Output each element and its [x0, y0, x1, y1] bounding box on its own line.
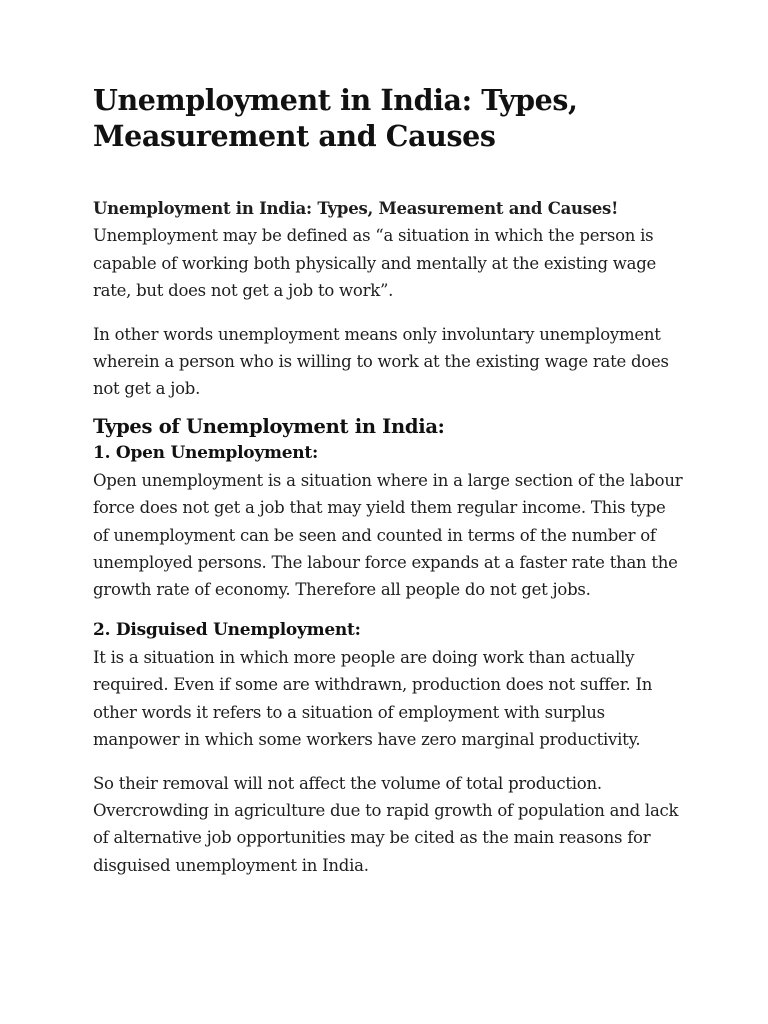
paragraph: Open unemployment is a situation where in a large section of the labour force does not get a job that may yield them regular income. This type of unemployment can be seen and counted in terms of the number of unemployed persons. The labour force expands at a faster rate than the growth rate of economy. Therefore all people do not get jobs. — [93, 470, 683, 600]
type-heading: 2. Disguised Unemployment: — [93, 619, 361, 640]
intro-lead: Unemployment in India: Types, Measurement and Causes! — [93, 199, 619, 218]
document-page — [93, 82, 683, 879]
intro-paragraph: Unemployment may be defined as “a situation in which the person is capable of working both physically and mentally at the existing wage rate, but does not get a job to work”. — [93, 226, 657, 301]
paragraph: In other words unemployment means only involuntary unemployment wherein a person who is willing to work at the existing wage rate does not get a job. — [93, 324, 669, 399]
type-disguised-unemployment — [93, 617, 683, 879]
section-heading: Types of Unemployment in India: — [93, 414, 445, 438]
type-heading: 1. Open Unemployment: — [93, 442, 319, 463]
document-title: Unemployment in India: Types, Measurement and Causes — [93, 83, 578, 153]
intro-block — [93, 195, 683, 305]
paragraph: So their removal will not affect the volume of total production. Overcrowding in agriculture due to rapid growth of population and lack of alternative job opportunities may be cited as the main reasons for disguised unemployment in India. — [93, 773, 679, 875]
paragraph: It is a situation in which more people are doing work than actually required. Even if some are withdrawn, production does not suffer. In other words it refers to a situation of employment with surplus manpower in which some workers have zero marginal productivity. — [93, 647, 653, 750]
type-open-unemployment — [93, 440, 683, 604]
